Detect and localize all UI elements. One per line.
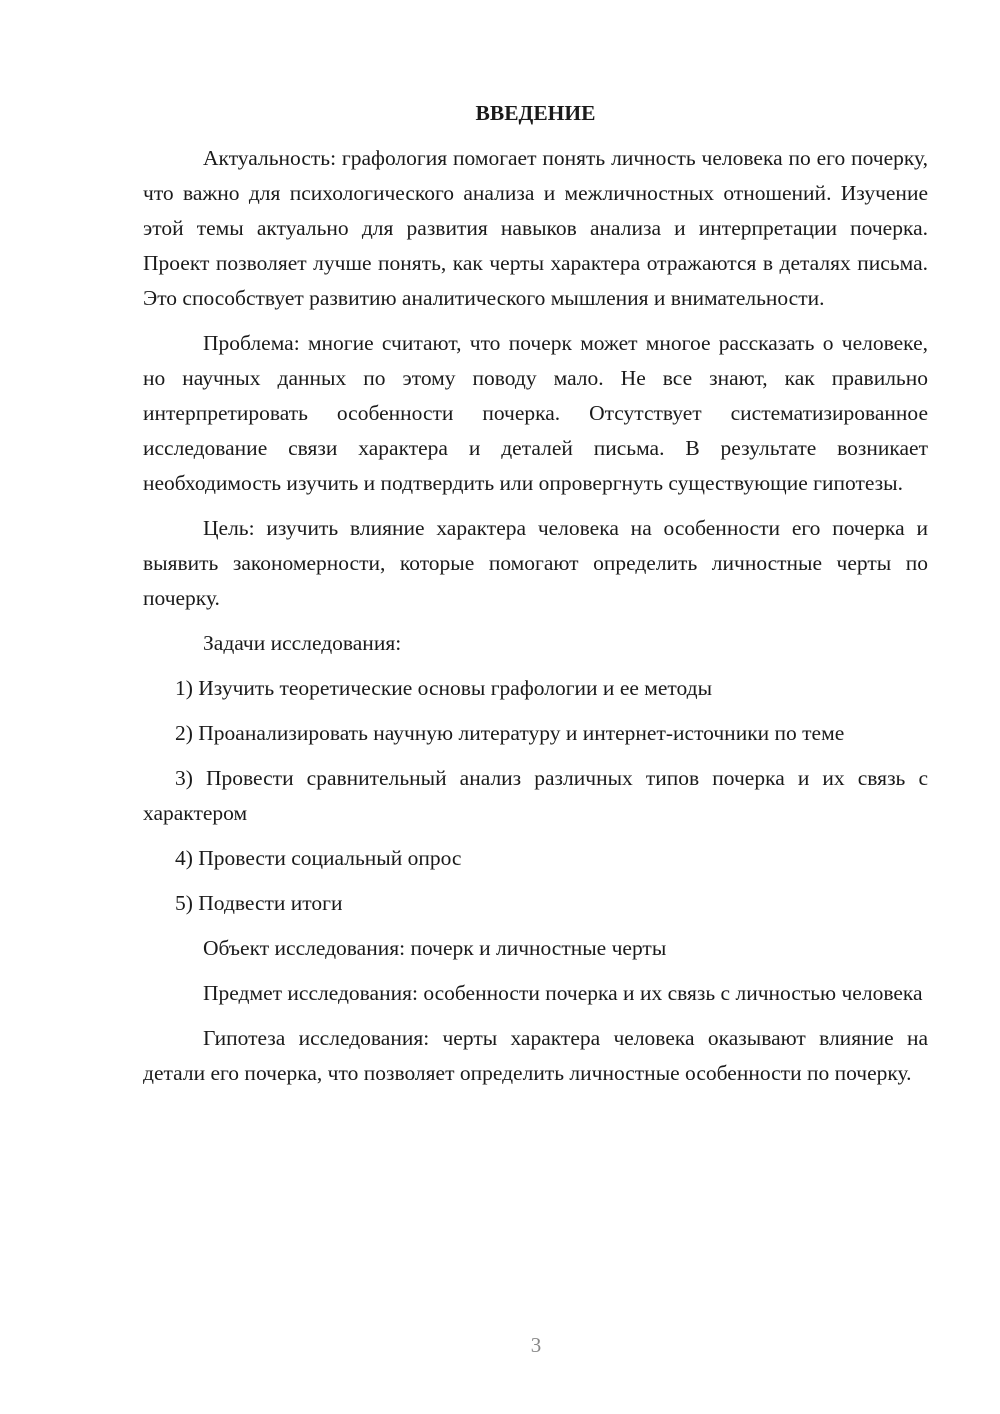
- page-content: [143, 96, 928, 1101]
- task-item: 5) Подвести итоги: [175, 891, 343, 915]
- task-item: 3) Провести сравнительный анализ различных типов почерка и их связь с характером: [143, 766, 928, 825]
- task-item: 1) Изучить теоретические основы графологии и ее методы: [175, 676, 713, 700]
- page-number: 3: [530, 1333, 542, 1357]
- goal-paragraph: Цель: изучить влияние характера человека на особенности его почерка и выявить закономерности, которые помогают определить личностные черты по почерку.: [143, 516, 928, 610]
- tasks-title: Задачи исследования:: [203, 631, 402, 655]
- hypothesis-paragraph: Гипотеза исследования: черты характера человека оказывают влияние на детали его почерка, что позволяет определить личностные особенности по почерку.: [143, 1026, 928, 1085]
- task-item: 4) Провести социальный опрос: [175, 846, 462, 870]
- task-item: 2) Проанализировать научную литературу и интернет-источники по теме: [175, 721, 845, 745]
- problem-paragraph: Проблема: многие считают, что почерк может многое рассказать о человеке, но научных данных по этому поводу мало. Не все знают, как правильно интерпретировать особенности почерка. Отсутствует систематизированное исследование связи характера и деталей письма. В результате возникает необходимость изучить и подтвердить или опровергнуть существующие гипотезы.: [143, 331, 928, 495]
- relevance-paragraph: Актуальность: графология помогает понять личность человека по его почерку, что важно для психологического анализа и межличностных отношений. Изучение этой темы актуально для развития навыков анализа и интерпретации почерка. Проект позволяет лучше понять, как черты характера отражаются в деталях письма. Это способствует развитию аналитического мышления и внимательности.: [143, 146, 928, 310]
- page-title: ВВЕДЕНИЕ: [475, 101, 596, 125]
- object-paragraph: Объект исследования: почерк и личностные черты: [203, 936, 667, 960]
- subject-paragraph: Предмет исследования: особенности почерка и их связь с личностью человека: [203, 981, 923, 1005]
